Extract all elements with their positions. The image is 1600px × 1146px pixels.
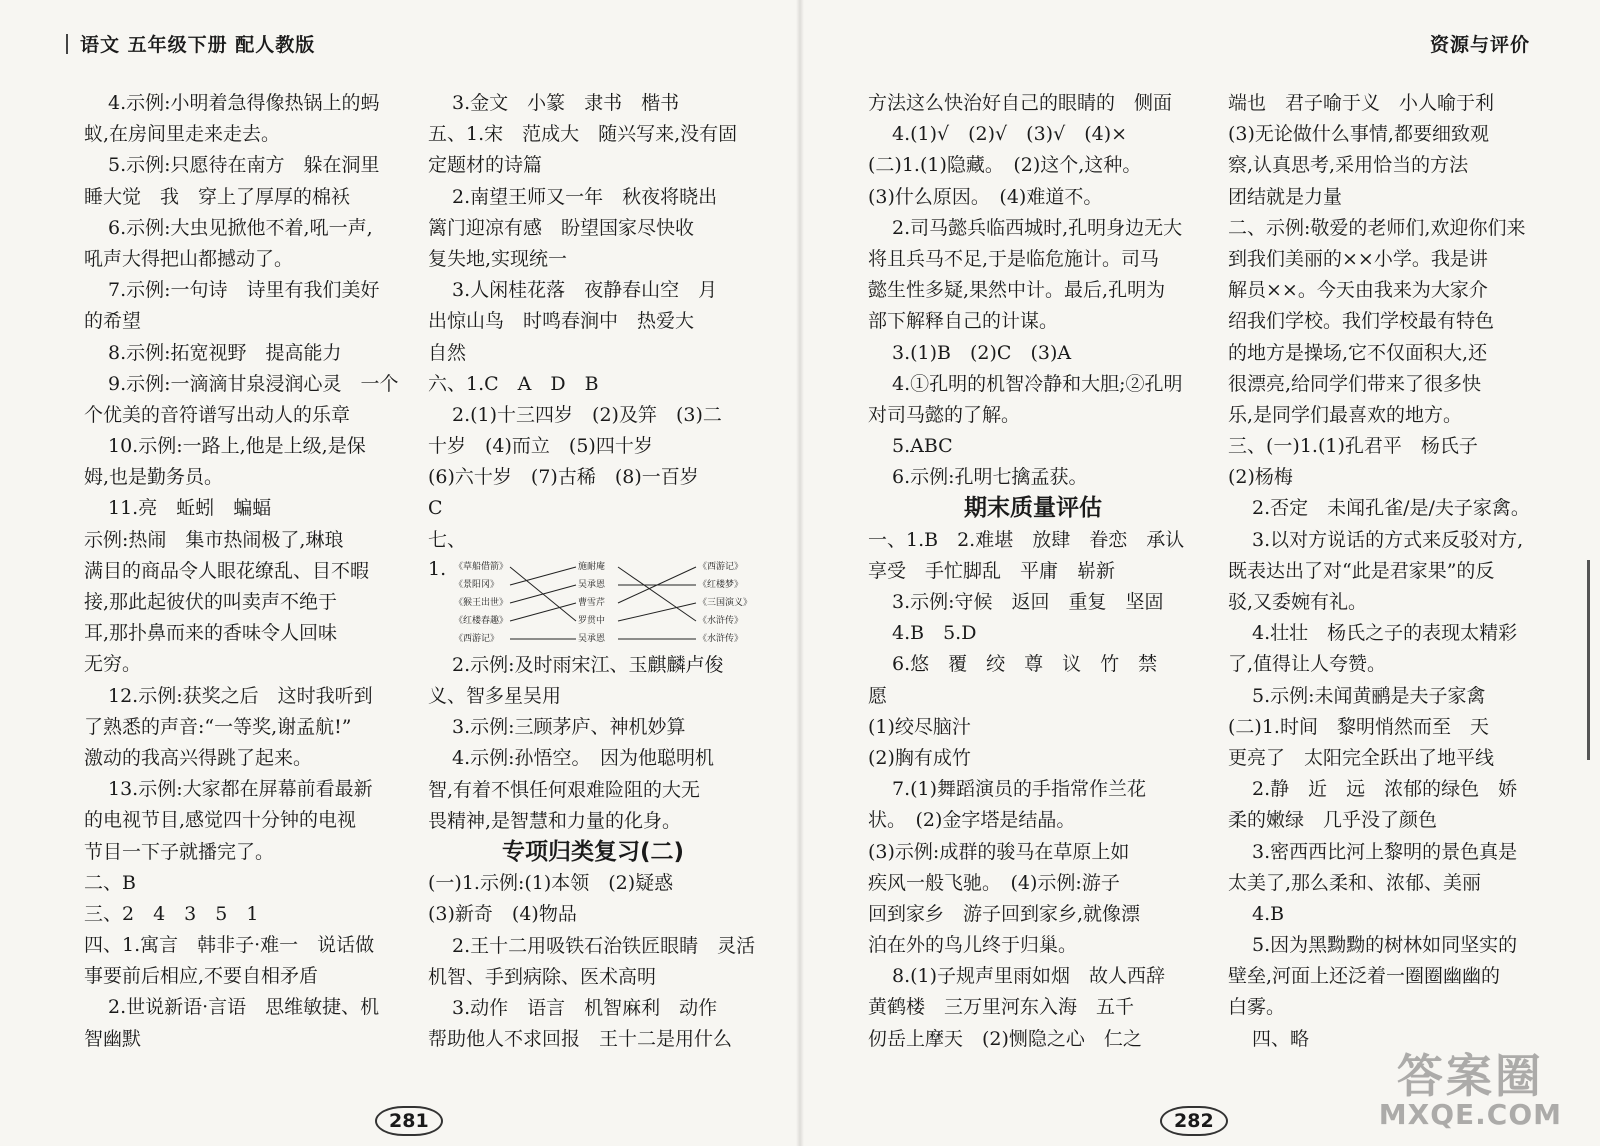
answer-line: 13.示例:大家都在屏幕前看最新 [108,778,373,801]
answer-line: 3.示例:守候 返回 重复 坚固 [892,591,1164,613]
answer-line: 4.示例:小明着急得像热锅上的蚂 [108,92,380,114]
answer-line: 了,值得让人夸赞。 [1228,653,1387,676]
answer-line: 智,有着不惧任何艰难险阻的大无 [428,778,701,801]
answer-line: 帮助他人不求回报 王十二是用什么 [428,1028,733,1051]
answer-line: 11.亮 蚯蚓 蝙蝠 [108,497,272,520]
matching-item-left: 《红楼春趣》 [454,615,509,626]
answer-line: 泊在外的鸟儿终于归巢。 [868,934,1078,957]
answer-line: 3.密西西比河上黎明的景色真是 [1252,840,1518,863]
answer-line: (3)示例:成群的骏马在草原上如 [868,840,1130,863]
matching-item-mid: 施耐庵 [578,561,606,572]
answer-line: (3)无论做什么事情,都要细致观 [1228,123,1489,146]
answer-line: 太美了,那么柔和、浓郁、美丽 [1228,871,1482,894]
answer-line: 无穷。 [84,653,142,676]
matching-item-left: 《景阳冈》 [454,579,500,590]
matching-item-mid: 吴承恩 [578,633,606,644]
answer-line: 端也 君子喻于义 小人喻于利 [1228,92,1495,114]
answer-line: 2.司马懿兵临西城时,孔明身边无大 [892,216,1183,239]
answer-line: (6)六十岁 (7)古稀 (8)一百岁 [428,466,699,489]
answer-line: 个优美的音符谱写出动人的乐章 [84,403,351,426]
answer-line: 3.人闲桂花落 夜静春山空 月 [452,279,718,302]
answer-line: 7.(1)舞蹈演员的手指常作兰花 [892,778,1147,801]
matching-item-right: 《西游记》 [698,561,744,572]
answer-line: 8.示例:拓宽视野 提高能力 [108,341,342,364]
answer-line: 察,认真思考,采用恰当的方法 [1228,154,1469,177]
answer-line: 激动的我高兴得跳了起来。 [84,746,313,769]
answer-line: 团结就是力量 [1228,185,1343,208]
answer-line: 疾风一般飞驰。 (4)示例:游子 [868,871,1120,894]
answer-line: 睡大觉 我 穿上了厚厚的棉袄 [84,185,351,208]
answer-line: (一)1.示例:(1)本领 (2)疑惑 [428,872,674,895]
answer-line: 定题材的诗篇 [428,154,543,177]
answer-line: 7.示例:一句诗 诗里有我们美好 [108,279,380,302]
answer-line: 示例:热闹 集市热闹极了,琳琅 [84,528,344,551]
matching-item-left: 《西游记》 [454,633,500,644]
answer-line: 吼声大得把山都撼动了。 [84,247,294,270]
answer-line: 2.示例:及时雨宋江、玉麒麟卢俊 [452,653,724,676]
answer-line: 蚁,在房间里走来走去。 [84,123,281,146]
answer-line: (3)什么原因。 (4)难道不。 [868,185,1103,208]
answer-line: 到我们美丽的××小学。我是讲 [1228,247,1488,270]
answer-line: 3.动作 语言 机智麻利 动作 [452,996,718,1019]
answer-column-1 [84,88,414,1055]
answer-line: (3)新奇 (4)物品 [428,903,577,926]
answer-line: 4.示例:孙悟空。 因为他聪明机 [452,747,715,770]
answer-line: 6.悠 覆 绞 尊 议 竹 禁 [892,653,1158,676]
matching-item-right: 《红楼梦》 [698,579,744,590]
matching-line [510,567,576,585]
answer-line: 3.(1)B (2)C (3)A [892,341,1072,364]
answer-line: 白雾。 [1228,996,1286,1019]
answer-line: (二)1.(1)隐藏。 (2)这个,这种。 [868,154,1142,177]
matching-item-mid: 曹雪芹 [578,597,606,608]
answer-line: C [428,497,443,520]
answer-line: 耳,那扑鼻而来的香味令人回味 [84,622,338,645]
answer-line: 壁垒,河面上还泛着一圈圈幽幽的 [1228,965,1501,988]
answer-line: 4.(1)√ (2)√ (3)√ (4)× [892,123,1128,146]
answer-line: 二、B [84,871,136,894]
matching-diagram [428,556,758,650]
answer-line: 6.示例:孔明七擒孟获。 [892,466,1088,489]
matching-line [510,585,576,603]
answer-line: 10.示例:一路上,他是上级,是保 [108,435,366,458]
answer-column-4 [1228,88,1558,1055]
answer-line: 3.金文 小篆 隶书 楷书 [452,92,680,114]
answer-line: 三、2 4 3 5 1 [84,902,259,925]
answer-line: 将且兵马不足,于是临危施计。司马 [868,247,1160,270]
right-page [800,0,1600,1146]
answer-line: 仞岳上摩天 (2)恻隐之心 仁之 [868,1027,1142,1050]
answer-line: 很漂亮,给同学们带来了很多快 [1228,372,1482,395]
answer-line: 4.B [1252,902,1285,925]
answer-line: 机智、手到病除、医术高明 [428,965,657,988]
matching-item-right: 《三国演义》 [698,597,753,608]
watermark-line-1: 答案圈 [1396,1049,1544,1103]
answer-line: 回到家乡 游子回到家乡,就像漂 [868,902,1141,925]
matching-item-mid: 吴承恩 [578,579,606,590]
answer-line: 2.(1)十三四岁 (2)及笄 (3)二 [452,403,722,426]
answer-line: 2.南望王师又一年 秋夜将晓出 [452,185,718,208]
answer-line: 义、智多星吴用 [428,685,562,707]
answer-line: 绍我们学校。我们学校最有特色 [1228,310,1495,333]
answer-line: (1)绞尽脑汁 [868,715,971,738]
answer-line: 5.因为黑黝黝的树林如同坚实的 [1252,934,1518,957]
answer-line: 七、 [428,528,467,551]
answer-line: 4.壮壮 杨氏之子的表现太精彩 [1252,622,1518,645]
answer-line: 2.世说新语·言语 思维敏捷、机 [108,996,380,1019]
answer-line: 了熟悉的声音:“一等奖,谢孟航!” [84,715,352,738]
answer-line: 5.示例:未闻黄鹂是夫子家禽 [1252,684,1486,707]
answer-line: 复失地,实现统一 [428,247,568,270]
answer-line: 四、略 [1252,1027,1310,1050]
answer-line: 一、1.B 2.难堪 放肆 眷恋 承认 [868,528,1185,551]
answer-line: 六、1.C A D B [428,372,599,395]
answer-line: (2)胸有成竹 [868,746,971,769]
answer-line: 的地方是操场,它不仅面积大,还 [1228,341,1488,364]
answer-line: 方法这么快治好自己的眼睛的 侧面 [868,92,1173,114]
answer-column-2 [428,88,758,1055]
watermark-line-2: MXQE.COM [1378,1098,1562,1131]
section-title-final-assessment: 期末质量评估 [964,495,1102,522]
answer-line: 9.示例:一滴滴甘泉浸润心灵 一个 [108,372,399,395]
answer-line: 5.示例:只愿待在南方 躲在洞里 [108,154,380,177]
answer-line: 8.(1)子规声里雨如烟 故人西辞 [892,965,1166,988]
answer-line: 既表达出了对“此是君家果”的反 [1228,559,1495,582]
matching-item-left: 《猴王出世》 [454,597,509,608]
answer-line: 2.静 近 远 浓郁的绿色 娇 [1252,778,1518,801]
answer-line: 5.ABC [892,435,953,458]
answer-line: (二)1.时间 黎明悄然而至 天 [1228,715,1489,738]
answer-line: 柔的嫩绿 几乎没了颜色 [1228,809,1438,832]
answer-line: 四、1.寓言 韩非子·难一 说话做 [84,934,375,957]
watermark-logo [1378,1049,1562,1131]
answer-line: 接,那此起彼伏的叫卖声不绝于 [84,591,338,613]
answer-line: 12.示例:获奖之后 这时我听到 [108,684,373,707]
matching-item-left: 《草船借箭》 [454,561,509,572]
answer-line: 3.示例:三顾茅庐、神机妙算 [452,716,686,739]
answer-line: 节目一下子就播完了。 [84,840,275,863]
answer-line: 二、示例:敬爱的老师们,欢迎你们来 [1228,216,1526,239]
answer-line: 出惊山鸟 时鸣春涧中 热爱大 [428,310,695,333]
answer-line: 部下解释自己的计谋。 [868,310,1059,333]
page-number-right: 282 [1160,1106,1228,1136]
answer-line: 黄鹤楼 三万里河东入海 五千 [868,996,1135,1019]
answer-line: (2)杨梅 [1228,466,1293,489]
answer-line: 2.否定 未闻孔雀/是/夫子家禽。 [1252,497,1530,520]
answer-line: 4.B 5.D [892,622,977,645]
answer-line: 十岁 (4)而立 (5)四十岁 [428,435,653,458]
answer-line: 享受 手忙脚乱 平庸 崭新 [868,559,1116,582]
page-header-left: 语文 五年级下册 配人教版 [80,30,315,57]
answer-line: 的希望 [84,310,142,333]
answer-line: 畏精神,是智慧和力量的化身。 [428,809,682,832]
section-title-special-review: 专项归类复习(二) [501,838,685,865]
matching-line [510,603,576,621]
answer-line: 事要前后相应,不要自相矛盾 [84,965,319,988]
answer-line: 满目的商品令人眼花缭乱、目不暇 [84,559,370,582]
page-number-left: 281 [375,1106,443,1136]
answer-line: 状。 (2)金字塔是结晶。 [868,809,1076,832]
answer-line: 姆,也是勤务员。 [84,466,224,489]
answer-line: 懿生性多疑,果然中计。最后,孔明为 [868,279,1166,302]
answer-line: 自然 [428,341,467,364]
answer-line: 的电视节目,感觉四十分钟的电视 [84,809,357,832]
answer-line: 驳,又委婉有礼。 [1228,591,1368,613]
answer-line: 智幽默 [84,1027,142,1050]
answer-line: 对司马懿的了解。 [868,403,1021,426]
answer-line: 愿 [868,684,888,707]
matching-item-mid: 罗贯中 [578,615,606,626]
matching-line [618,567,696,621]
answer-line: 篱门迎凉有感 盼望国家尽快收 [428,216,695,239]
answer-line: 更亮了 太阳完全跃出了地平线 [1228,746,1495,769]
answer-line: 4.①孔明的机智冷静和大胆;②孔明 [892,372,1183,395]
page-edge-mark [1587,560,1590,760]
matching-line [618,603,696,621]
answer-line: 解员××。今天由我来为大家介 [1228,279,1488,302]
answer-line: 乐,是同学们最喜欢的地方。 [1228,403,1463,426]
matching-question-number: 1. [428,557,447,580]
answer-line: 3.以对方说话的方式来反驳对方, [1252,528,1524,551]
answer-line: 6.示例:大虫见掀他不着,吼一声, [108,216,373,239]
answer-line: 三、(一)1.(1)孔君平 杨氏子 [1228,435,1478,458]
answer-line: 五、1.宋 范成大 随兴写来,没有固 [428,123,738,146]
answer-line: 2.王十二用吸铁石治铁匠眼睛 灵活 [452,934,756,957]
matching-item-right: 《水浒传》 [698,615,744,626]
answer-column-3 [868,88,1198,1055]
matching-item-right: 《水浒传》 [698,633,744,644]
page-header-right: 资源与评价 [1429,34,1530,56]
